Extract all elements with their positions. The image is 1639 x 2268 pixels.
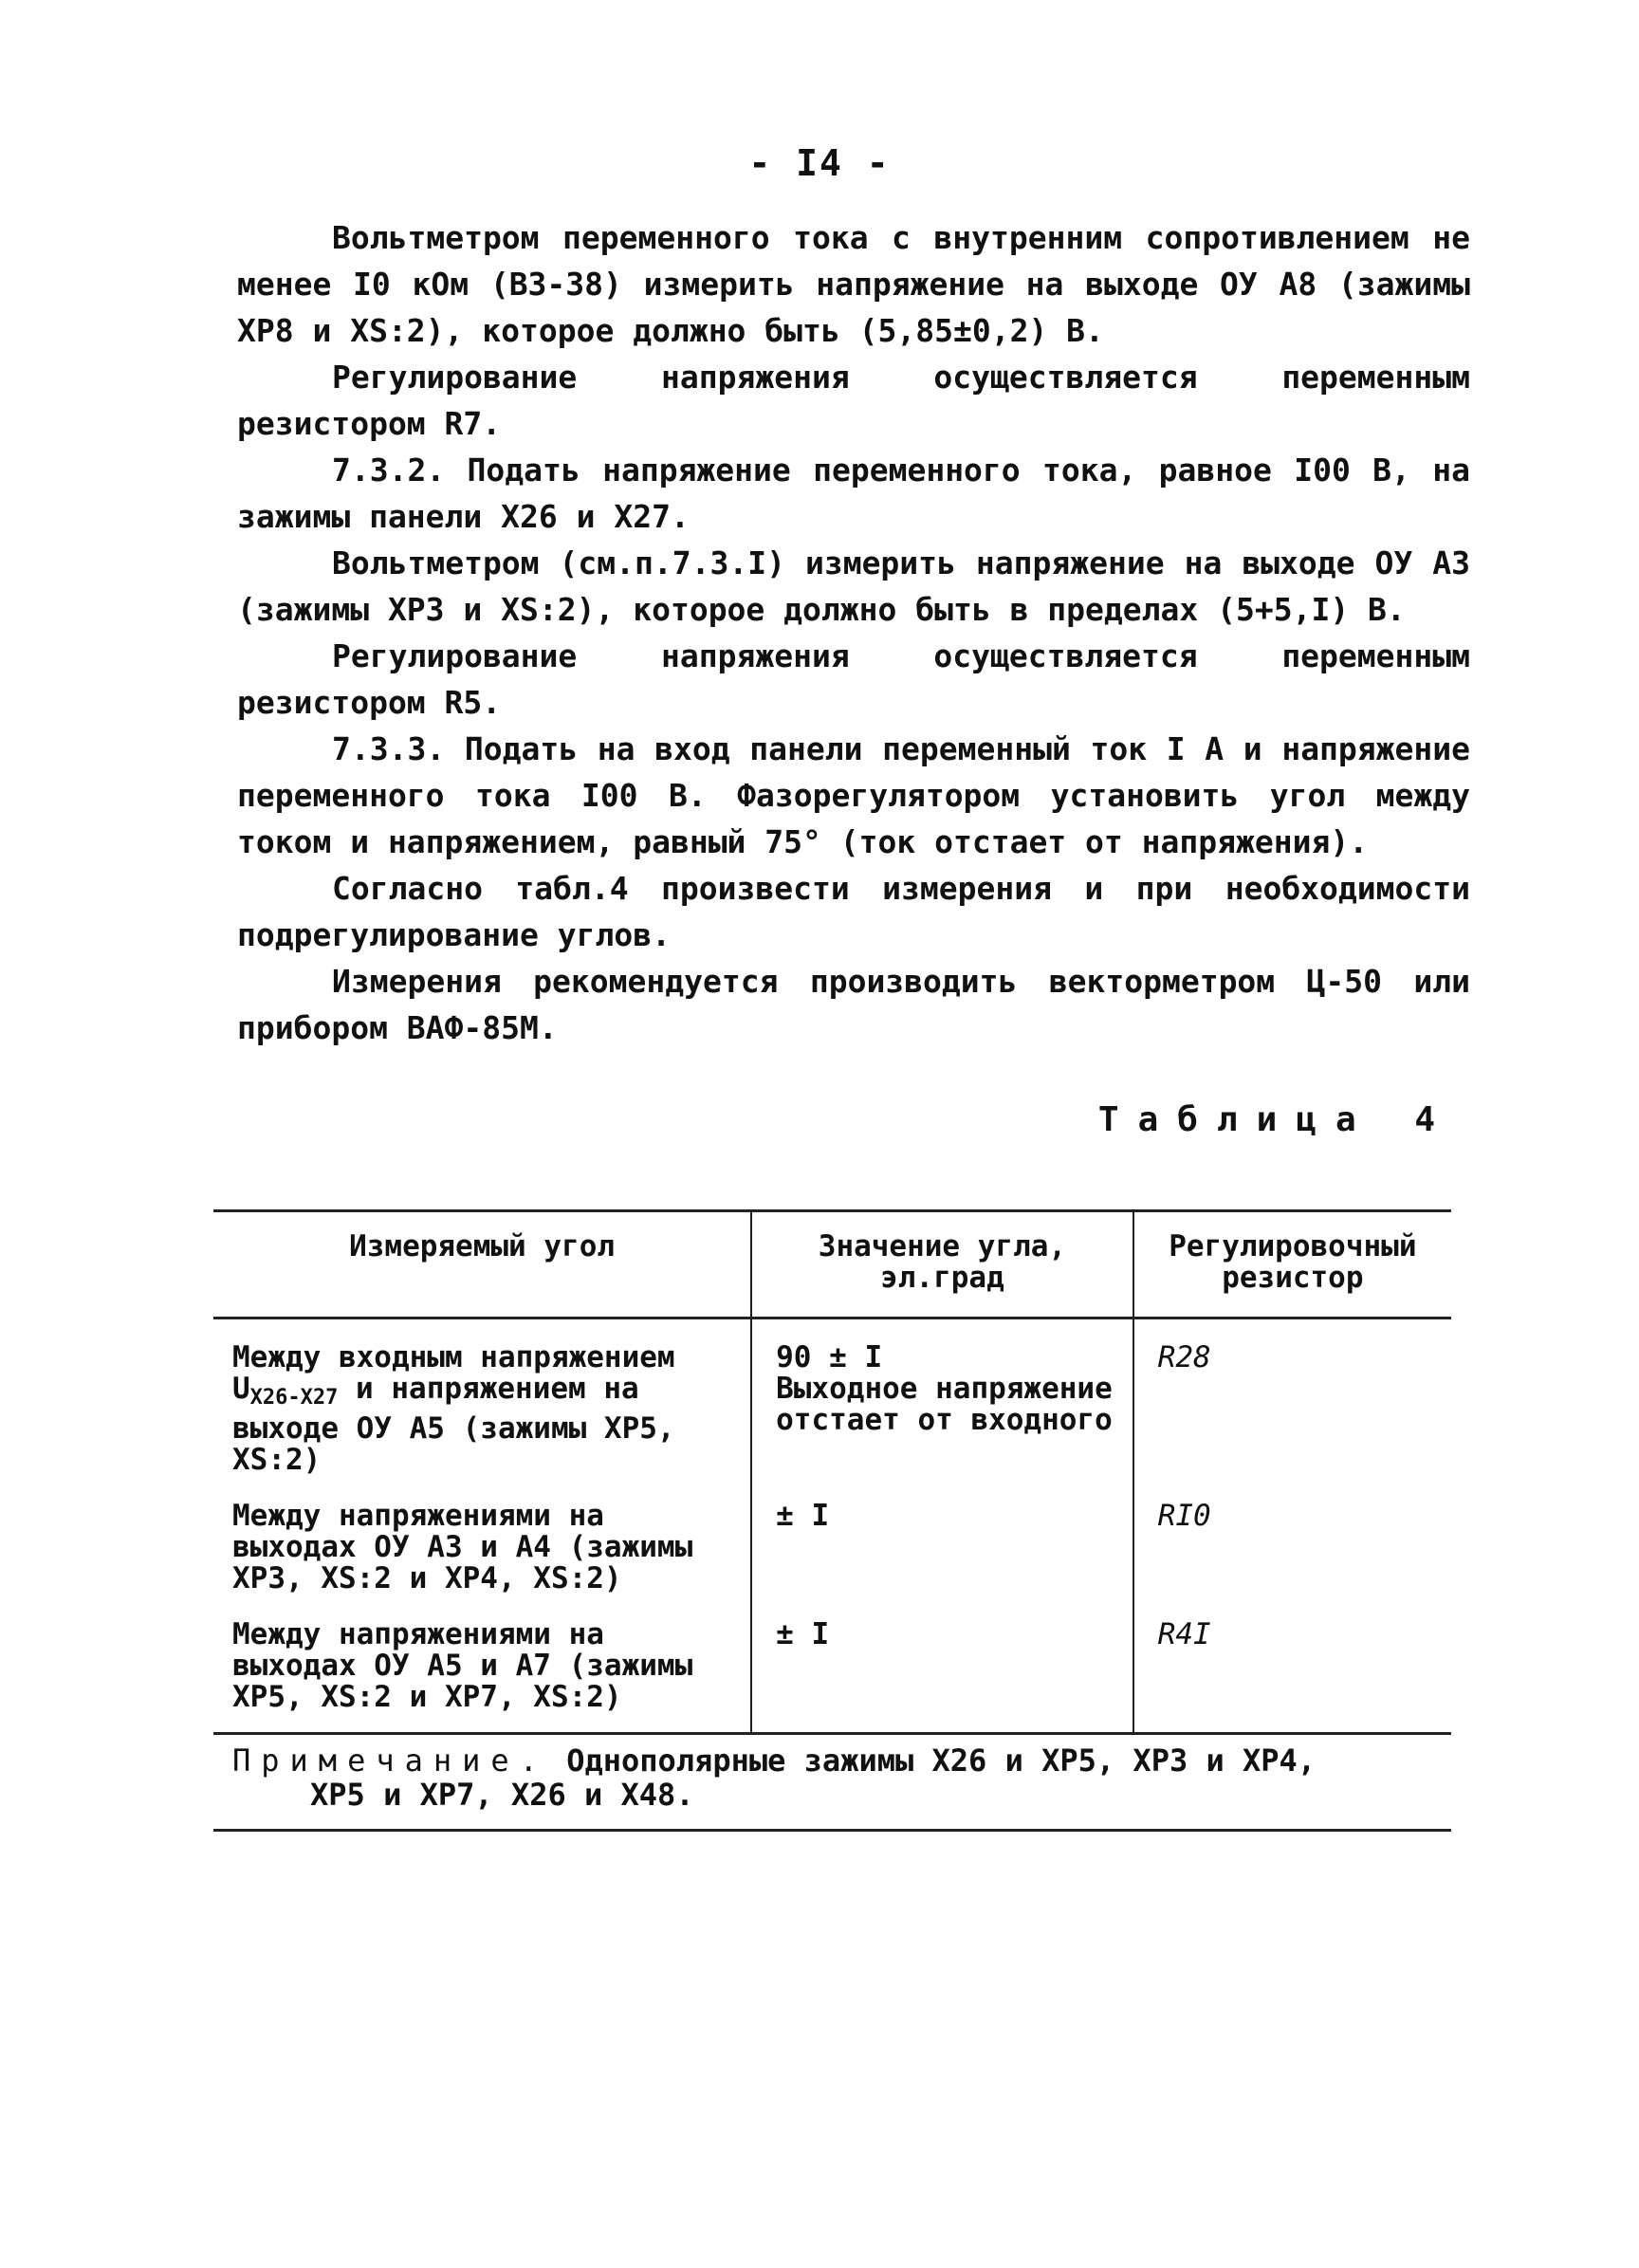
angle-subscript: Х26-Х27 [249, 1386, 339, 1410]
table-row [213, 1602, 1451, 1734]
note-label: Примечание. [232, 1742, 548, 1779]
note-line-1 [232, 1743, 1456, 1778]
angle-value: 90 ± I [776, 1340, 883, 1374]
cell-resistor: RI0 [1133, 1484, 1451, 1602]
paragraph: Регулирование напряжения осуществляется переменным резистором R5. [237, 637, 1470, 721]
cell-angle-value [751, 1318, 1133, 1484]
paragraph: Измерения рекомендуется производить векторметром Ц-50 или прибором ВАФ-85М. [237, 963, 1470, 1046]
table-header-row [213, 1211, 1451, 1318]
body-text [237, 214, 1470, 1051]
table-caption: Таблица 4 [1097, 1100, 1454, 1139]
table-note [232, 1743, 1456, 1812]
cell-measured-angle: Между напряжениями на выходах ОУ А5 и А7 (зажимы ХР5, ХS:2 и ХР7, ХS:2) [232, 1617, 693, 1714]
cell-angle-value: ± I [751, 1484, 1133, 1602]
angle-text-suffix: и напряжением на выходе ОУ А5 (зажимы ХР5, ХS:2) [232, 1372, 675, 1477]
cell-measured-angle [213, 1318, 751, 1484]
paragraph: Регулирование напряжения осуществляется переменным резистором R7. [237, 359, 1470, 442]
page-number: - I4 - [748, 142, 891, 184]
note-text: Однополярные зажимы Х26 и ХР5, ХР3 и ХР4, [547, 1742, 1317, 1779]
paragraph: 7.3.2. Подать напряжение переменного тока, равное I00 В, на зажимы панели Х26 и Х27. [237, 452, 1470, 535]
paragraph: 7.3.3. Подать на вход панели переменный ток I А и напряжение переменного тока I00 В. Фазорегулятором установить угол между током и напряжением, равный 75° (ток отстает от напряжения). [237, 730, 1470, 860]
paragraph: Вольтметром переменного тока с внутренним сопротивлением не менее I0 кОм (В3-38) измерить напряжение на выходе ОУ А8 (зажимы ХР8 и ХS:2), которое должно быть (5,85±0,2) В. [237, 219, 1470, 349]
header-measured-angle: Измеряемый угол [349, 1229, 616, 1263]
cell-measured-angle: Между напряжениями на выходах ОУ А3 и А4 (зажимы ХР3, ХS:2 и ХР4, ХS:2) [232, 1499, 693, 1595]
header-resistor: Регулировочный резистор [1133, 1211, 1451, 1318]
table-row [213, 1484, 1451, 1602]
cell-resistor: R28 [1133, 1318, 1451, 1484]
header-angle-value: Значение угла, эл.град [751, 1211, 1133, 1318]
cell-angle-value: ± I [751, 1602, 1133, 1734]
table-row [213, 1318, 1451, 1484]
note-line-2: ХР5 и ХР7, Х26 и Х48. [310, 1777, 694, 1813]
paragraph: Вольтметром (см.п.7.3.I) измерить напряжение на выходе ОУ А3 (зажимы ХР3 и ХS:2), которое должно быть в пределах (5+5,I) В. [237, 544, 1470, 628]
angle-text: Между входным напряжением U [232, 1340, 675, 1406]
paragraph: Согласно табл.4 произвести измерения и при необходимости подрегулирование углов. [237, 870, 1470, 953]
divider [213, 1829, 1451, 1832]
cell-resistor: R4I [1133, 1602, 1451, 1734]
measurement-table [213, 1209, 1451, 1735]
angle-value-note: Выходное напряжение отстает от входного [776, 1372, 1113, 1437]
